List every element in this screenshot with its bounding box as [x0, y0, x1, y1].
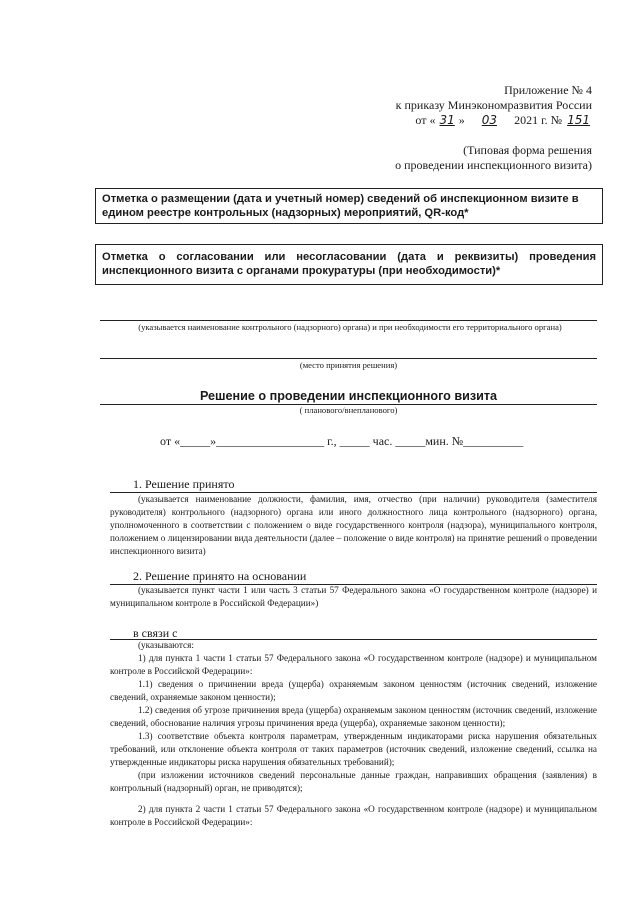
org-name-note: (указывается наименование контрольного (надзорного) органа) и при необходимости его территориального органа): [138, 322, 562, 332]
prosecutor-mark-box: [95, 244, 603, 285]
section2-heading: 2. Решение принято на основании: [133, 569, 307, 583]
appendix-number: Приложение № 4: [504, 83, 592, 97]
appendix-header: [300, 83, 592, 128]
form-type-note: [300, 143, 592, 173]
order-reference: к приказу Минэкономразвития России: [395, 98, 592, 112]
section3-text: [110, 639, 597, 829]
decision-date-line: от «_____»__________________ г., _____ час. _____мин. №__________: [160, 434, 524, 448]
section3-item1-3: 1.3) соответствие объекта контроля параметрам, утвержденным индикаторами риска нарушения обязательных требований, или отклонение объекта контроля от таких параметров (источник сведений, изложение сведений, ссылка на утвержденные индикаторы риска нарушения обязательных требований);: [110, 731, 597, 767]
document-title: Решение о проведении инспекционного визита: [199, 389, 498, 403]
handwritten-month: 03: [481, 113, 498, 127]
registry-mark-text: Отметка о размещении (дата и учетный номер) сведений об инспекционном визите в едином реестре контрольных (надзорных) мероприятий, QR-код*: [102, 193, 579, 219]
section2-note: (указывается пункт части 1 или часть 3 статьи 57 Федерального закона «О государственном контроле (надзоре) и муниципальном контроле в Российской Федерации»): [110, 585, 597, 608]
form-type-line1: (Типовая форма решения: [463, 143, 592, 157]
handwritten-day: 31: [439, 113, 455, 127]
section1-heading: 1. Решение принято: [133, 477, 235, 491]
date-mid: »: [458, 113, 465, 127]
document-subtitle: ( планового/внепланового): [299, 405, 398, 415]
place-note: (место принятия решения): [299, 360, 398, 370]
handwritten-order-number: 151: [567, 113, 590, 127]
year-and-number-label: 2021 г. №: [514, 113, 563, 127]
section3-item2: 2) для пункта 2 части 1 статьи 57 Федерального закона «О государственном контроле (надзоре) и муниципальном контроле в Российской Федерации»:: [110, 804, 597, 827]
section1-note: (указывается наименование должности, фамилия, имя, отчество (при наличии) руководителя (заместителя руководителя) контрольного (надзорного) органа или иного должностного лица контрольного (надзорного) органа, уполномоченного в соответствии с положением о виде государственного контроля (надзора), муниципального контроля, положением о лицензировании вида деятельности (далее – положение о виде контроля) на принятие решений о проведении инспекционного визита): [110, 494, 597, 556]
order-date-line: [300, 113, 592, 128]
prosecutor-mark-text: Отметка о согласовании или несогласовании (дата и реквизиты) проведения инспекционного визита с органами прокуратуры (при необходимости)*: [102, 251, 596, 277]
form-type-line2: о проведении инспекционного визита): [395, 158, 592, 172]
section3-intro: (указываются:: [138, 640, 194, 650]
date-prefix: от «: [415, 113, 436, 127]
section3-item1-2: 1.2) сведения об угрозе причинения вреда (ущерба) охраняемым законом ценностям (источник сведений, изложение сведений, обоснование наличия угрозы причинения вреда (ущерба), охраняемые законом ценности);: [110, 705, 597, 728]
section3-item1: 1) для пункта 1 части 1 статьи 57 Федерального закона «О государственном контроле (надзоре) и муниципальном контроле в Российской Федерации»:: [110, 653, 597, 676]
section3-item1-1: 1.1) сведения о причинении вреда (ущерба) охраняемым законом ценностям (источник сведений, изложение сведений, охраняемые законом ценности);: [110, 679, 597, 702]
section3-personal-data-note: (при изложении источников сведений персональные данные граждан, направивших обращения (заявления) в контрольный (надзорный) орган, не приводятся);: [110, 770, 597, 793]
section3-heading: в связи с: [133, 626, 178, 640]
registry-mark-box: [95, 188, 603, 224]
